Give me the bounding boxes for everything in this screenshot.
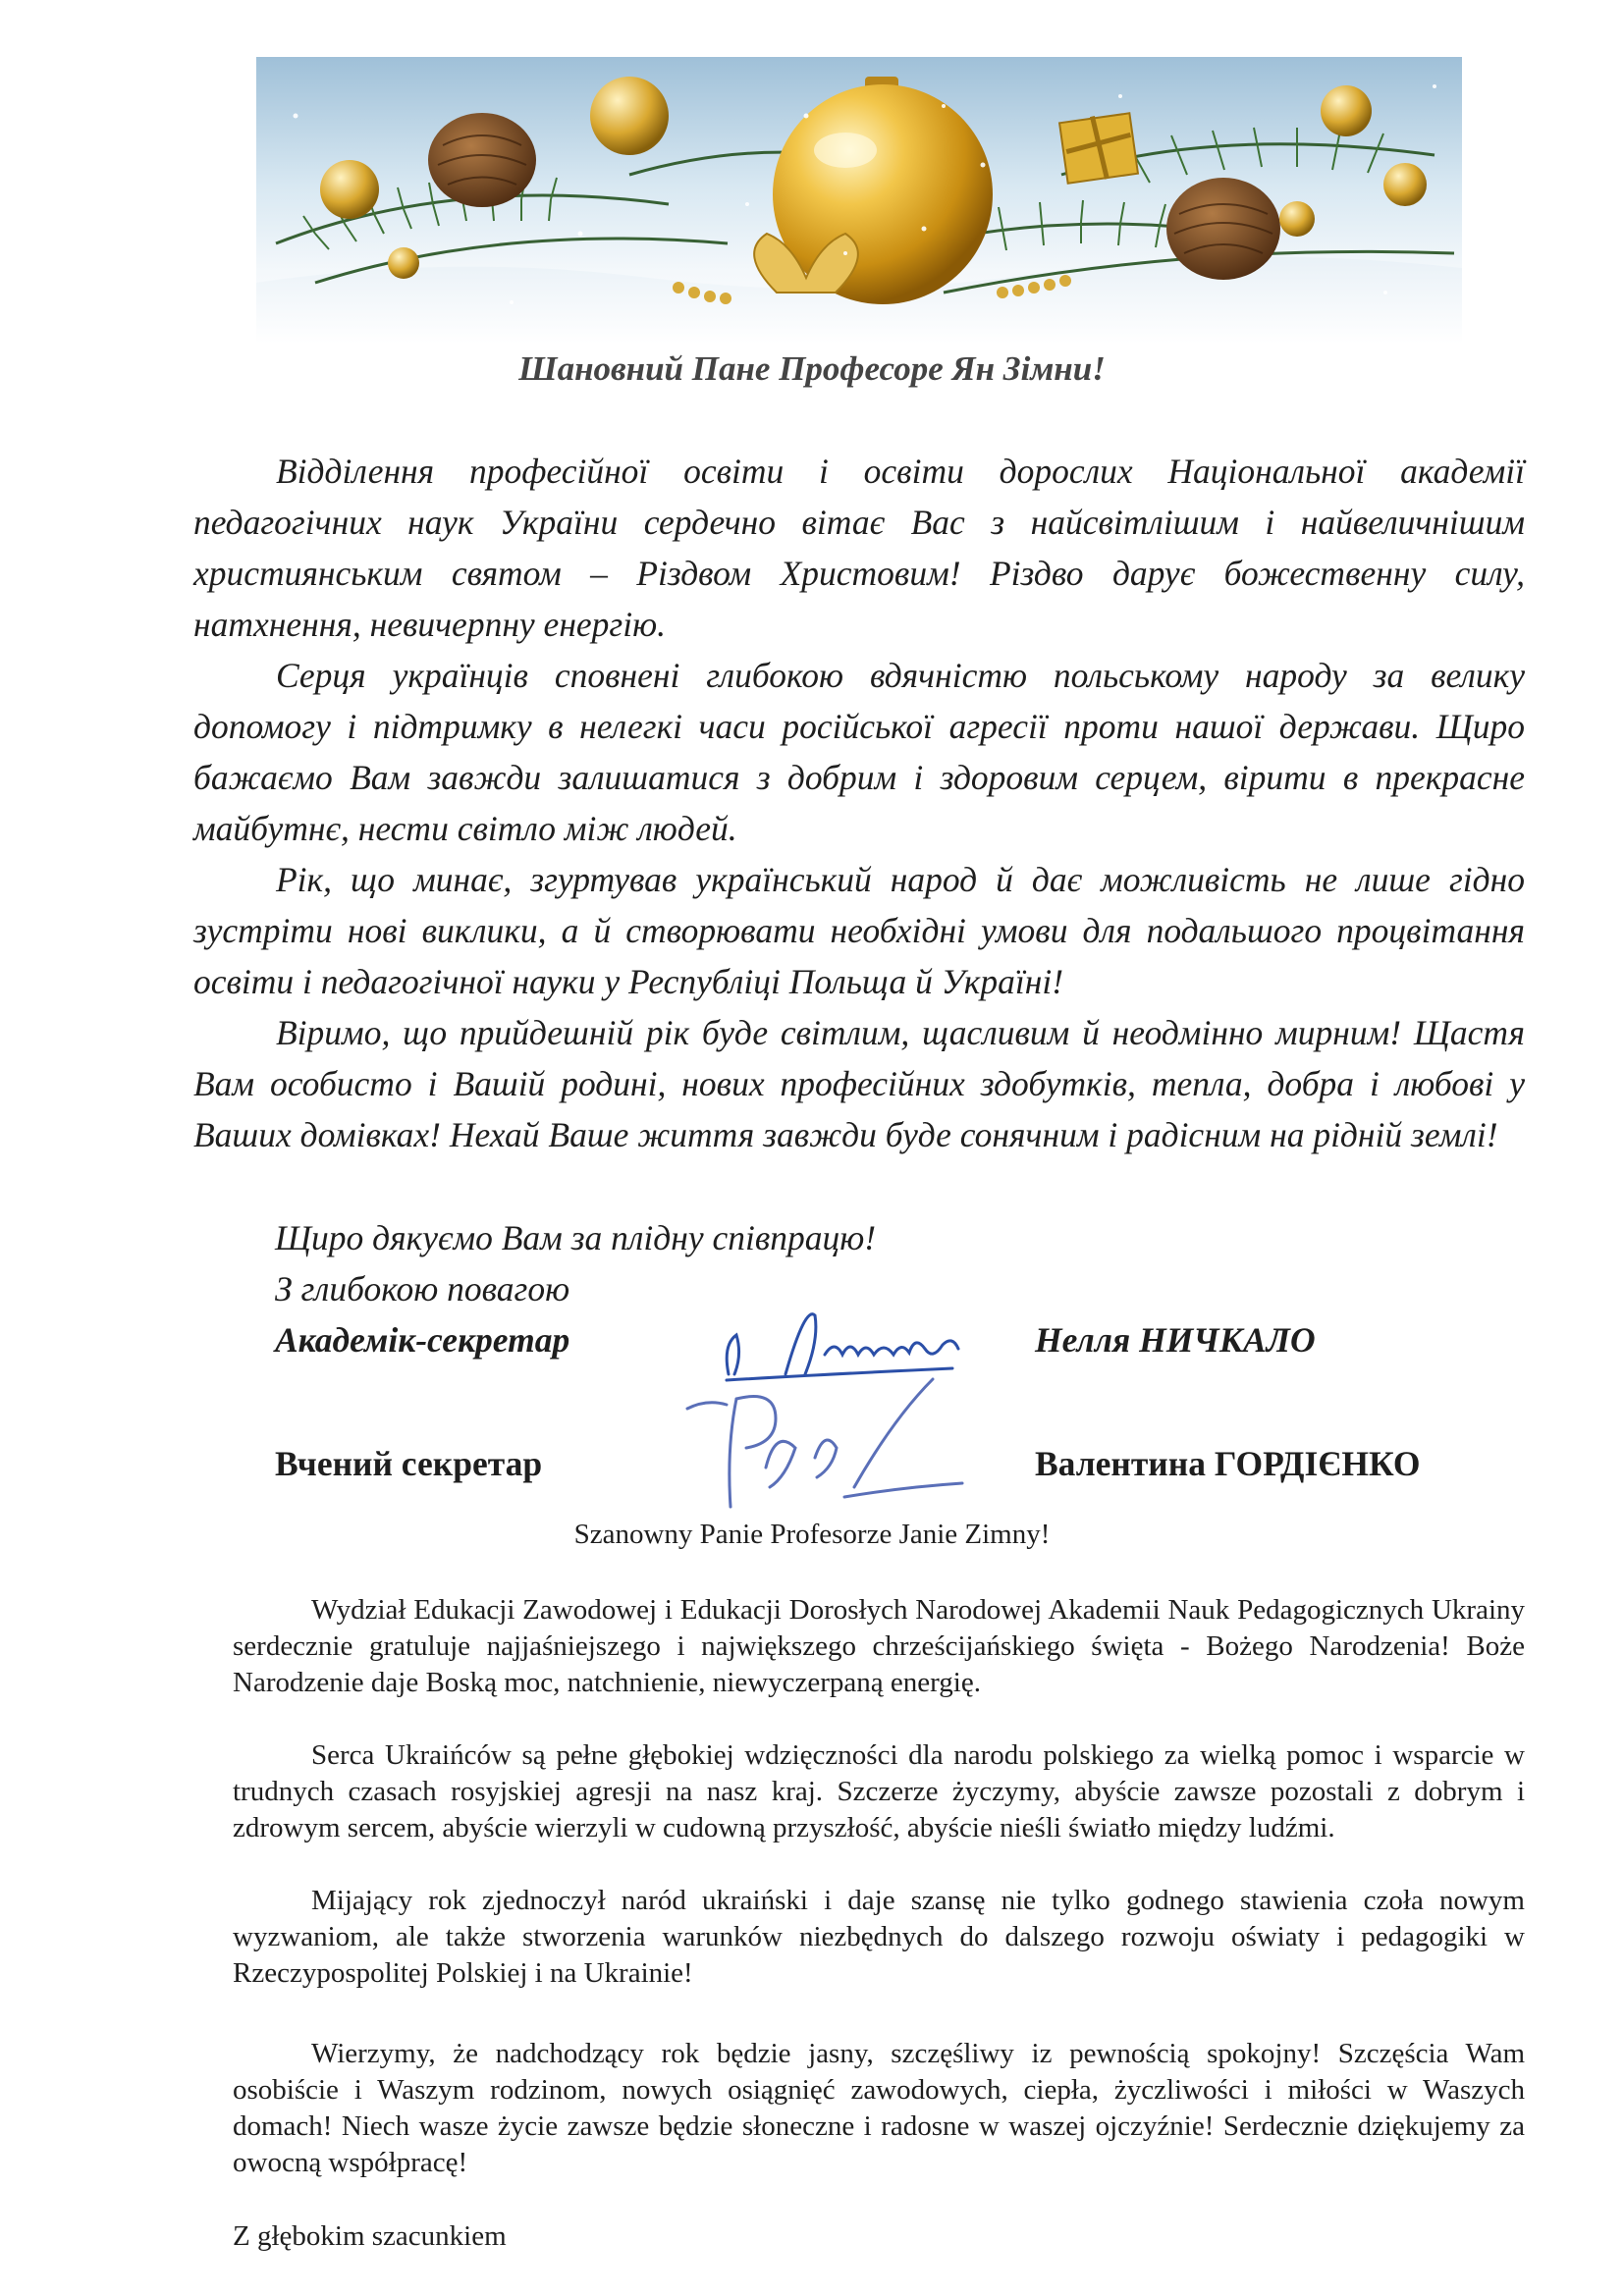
signer2-title: Вчений секретар bbox=[275, 1444, 543, 1483]
pl-paragraph-2: Serca Ukraińców są pełne głębokiej wdzięczności dla narodu polskiego za wielką pomoc i wsparcie w trudnych czasach rosyjskiej agresji na nasz kraj. Szczerze życzymy, abyście zawsze pozostali z dobrym i zdrowym sercem, abyście wierzyli w cudowną przyszłość, abyście nieśli światło między ludźmi. bbox=[233, 1739, 1525, 1843]
ua-paragraph-4: Віримо, що прийдешній рік буде світлим, щасливим й неодмінно мирним! Щастя Вам особисто і Вашій родині, нових професійних здобутків, тепла, добра і любові у Ваших домівках! Нехай Ваше життя завжди буде сонячним і радісним на рідній землі! bbox=[193, 1013, 1525, 1154]
ua-regards: З глибокою повагою bbox=[275, 1269, 570, 1308]
pl-closing: Z głębokim szacunkiem bbox=[233, 2220, 507, 2252]
ua-greeting: Шановний Пане Професоре Ян Зімни! bbox=[518, 349, 1106, 388]
ua-paragraph-1: Відділення професійної освіти і освіти дорослих Національної академії педагогічних наук України сердечно вітає Вас з найсвітлішим і найвеличнішим християнським святом – Різдвом Христовим! Різдво дарує божественну силу, натхнення, невичерпну енергію. bbox=[193, 452, 1525, 644]
signer1-name: Нелля НИЧКАЛО bbox=[1035, 1320, 1316, 1360]
ua-paragraph-3: Рік, що минає, згуртував український народ й дає можливість не лише гідно зустріти нові виклики, а й створювати необхідні умови для подальшого процвітання освіти і педагогічної науки у Республіці Польща й Україні! bbox=[193, 860, 1525, 1001]
pl-greeting: Szanowny Panie Profesorze Janie Zimny! bbox=[573, 1519, 1051, 1550]
ua-thanks: Щиро дякуємо Вам за плідну співпрацю! bbox=[275, 1218, 877, 1257]
ua-paragraph-2: Серця українців сповнені глибокою вдячністю польському народу за велику допомогу і підтримку в нелегкі часи російської агресії проти нашої держави. Щиро бажаємо Вам завжди залишатися з добрим і здоровим серцем, вірити в прекрасне майбутнє, нести світло між людей. bbox=[193, 656, 1525, 848]
christmas-banner bbox=[256, 57, 1462, 344]
signature-gordienko bbox=[677, 1369, 972, 1526]
christmas-ornaments-image bbox=[256, 57, 1462, 344]
pl-paragraph-1: Wydział Edukacji Zawodowej i Edukacji Dorosłych Narodowej Akademii Nauk Pedagogicznych Ukrainy serdecznie gratuluje najjaśniejszego i największego chrześcijańskiego święta - Bożego Narodzenia! Boże Narodzenie daje Boską moc, natchnienie, niewyczerpaną energię. bbox=[233, 1594, 1525, 1698]
signer2-name: Валентина ГОРДІЄНКО bbox=[1035, 1444, 1421, 1483]
signer1-title: Академік-секретар bbox=[275, 1320, 570, 1360]
pl-paragraph-3: Mijający rok zjednoczył naród ukraiński i daje szansę nie tylko godnego stawienia czoła nowym wyzwaniom, ale także stworzenia warunków niezbędnych do dalszego rozwoju oświaty i pedagogiki w Rzeczypospolitej Polskiej i na Ukrainie! bbox=[233, 1885, 1525, 1989]
pl-paragraph-4: Wierzymy, że nadchodzący rok będzie jasny, szczęśliwy iz pewnością spokojny! Szczęścia Wam osobiście i Waszym rodzinom, nowych osiągnięć zawodowych, ciepła, życzliwości i miłości w Waszych domach! Niech wasze życie zawsze będzie słoneczne i radosne w waszej ojczyźnie! Serdecznie dziękujemy za owocną współpracę! bbox=[233, 2038, 1525, 2178]
